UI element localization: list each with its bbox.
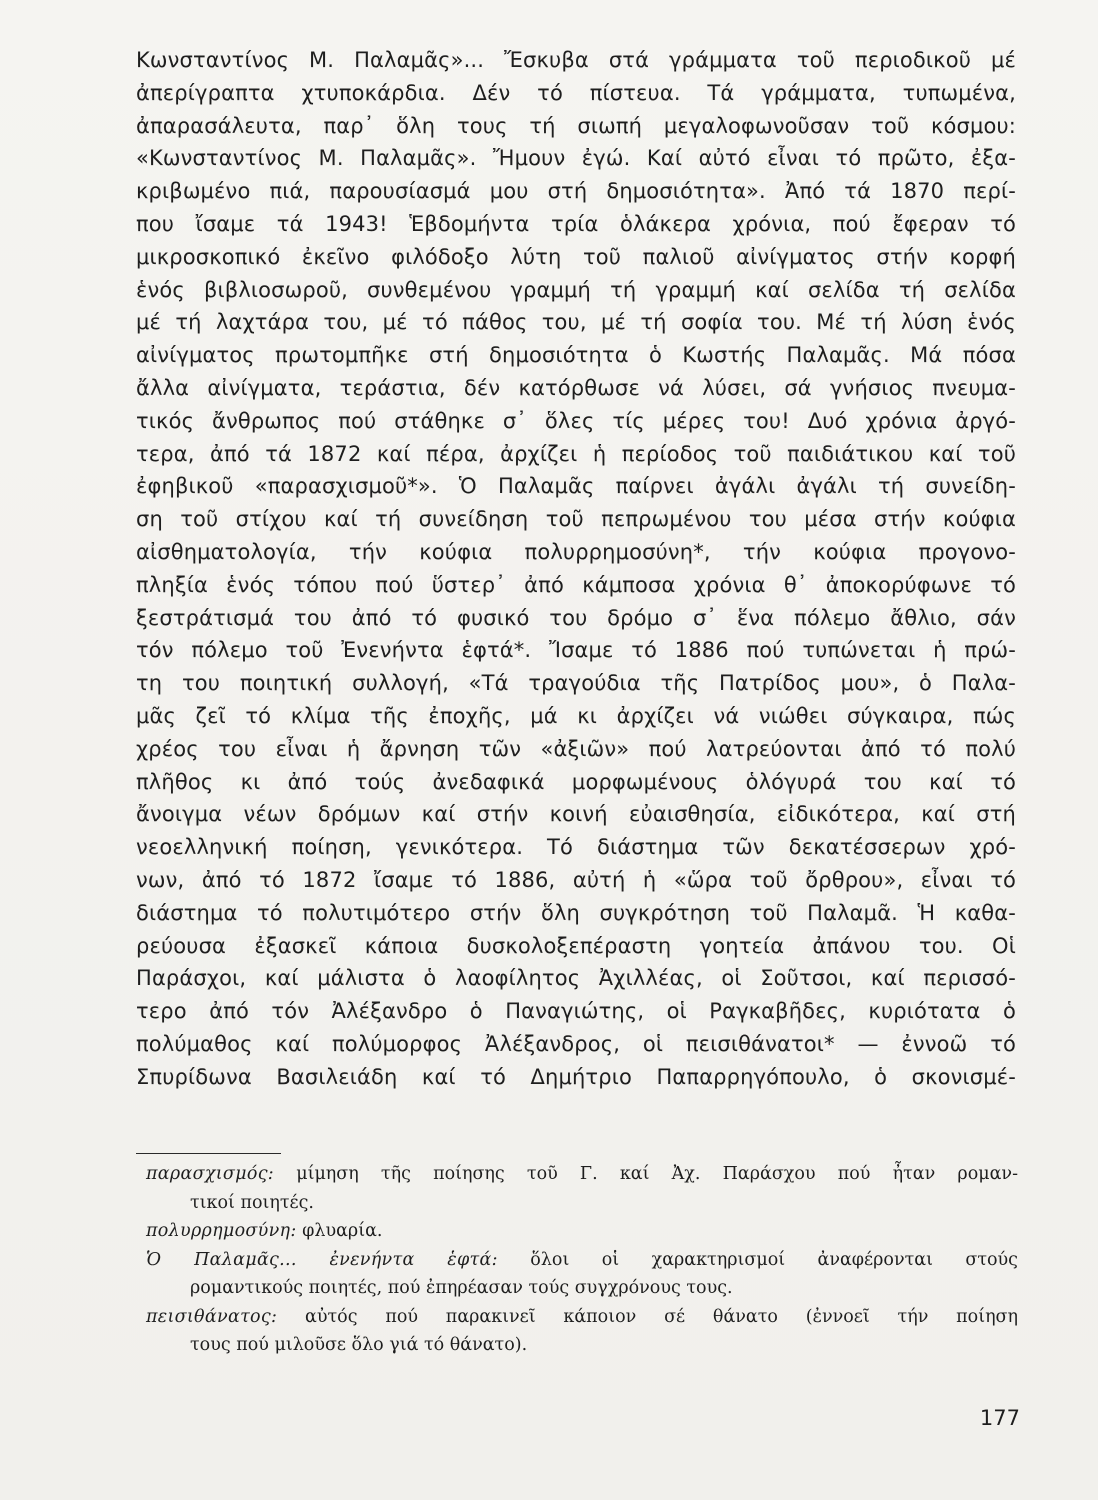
- footnote-continuation: ρομαντικούς ποιητές, πού ἐπηρέασαν τούς συγχρόνους τους.: [190, 1278, 733, 1298]
- footnote-text: μίμηση τῆς ποίησης τοῦ Γ. καί Ἀχ. Παράσχου πού ἦταν ρομαν-: [296, 1164, 1018, 1184]
- footnote-term: παρασχισμός:: [146, 1164, 274, 1184]
- footnote-item: [146, 1217, 1018, 1246]
- text-line: τερο ἀπό τόν Ἀλέξανδρο ὁ Παναγιώτης, οἱ Ραγκαβῆδες, κυριότατα ὁ: [136, 999, 1016, 1024]
- text-line: μικροσκοπικό ἐκεῖνο φιλόδοξο λύτη τοῦ παλιοῦ αἰνίγματος στήν κορφή: [136, 244, 1016, 269]
- text-line: τικός ἄνθρωπος πού στάθηκε σ᾽ ὅλες τίς μέρες του! Δυό χρόνια ἀργό-: [136, 408, 1016, 433]
- footnote-text: αὐτός πού παρακινεῖ κάποιον σέ θάνατο (ἐννοεῖ τήν ποίηση: [305, 1306, 1018, 1327]
- footnote-item: [146, 1246, 1018, 1275]
- text-line: ρεύουσα ἐξασκεῖ κάποια δυσκολοξεπέραστη γοητεία ἀπάνου του. Οἱ: [136, 933, 1016, 958]
- footnote-item: [146, 1303, 1018, 1332]
- text-line: χρέος του εἶναι ἡ ἄρνηση τῶν «ἀξιῶν» πού λατρεύονται ἀπό τό πολύ: [136, 736, 1016, 761]
- text-line: ἐφηβικοῦ «παρασχισμοῦ*». Ὁ Παλαμᾶς παίρνει ἀγάλι ἀγάλι τή συνείδη-: [136, 474, 1016, 499]
- text-line: μᾶς ζεῖ τό κλίμα τῆς ἐποχῆς, μά κι ἀρχίζει νά νιώθει σύγκαιρα, πώς: [136, 703, 1016, 728]
- text-line: που ἴσαμε τά 1943! Ἑβδομήντα τρία ὁλάκερα χρόνια, πού ἔφεραν τό: [136, 211, 1016, 236]
- footnote-item: [146, 1160, 1018, 1189]
- text-line: τόν πόλεμο τοῦ Ἐνενήντα ἑφτά*. Ἴσαμε τό 1886 πού τυπώνεται ἡ πρώ-: [136, 638, 1016, 663]
- text-line: διάστημα τό πολυτιμότερο στήν ὅλη συγκρότηση τοῦ Παλαμᾶ. Ἡ καθα-: [136, 900, 1016, 925]
- text-line: Σπυρίδωνα Βασιλειάδη καί τό Δημήτριο Παπαρρηγόπουλο, ὁ σκονισμέ-: [136, 1064, 1016, 1089]
- text-line: ἑνός βιβλιοσωροῦ, συνθεμένου γραμμή τή γραμμή καί σελίδα τή σελίδα: [136, 277, 1016, 302]
- footnote-text: φλυαρία.: [302, 1221, 383, 1241]
- footnote-term: Ὁ Παλαμᾶς... ἐνενήντα ἑφτά:: [146, 1249, 498, 1270]
- text-line: τη του ποιητική συλλογή, «Τά τραγούδια τῆς Πατρίδος μου», ὁ Παλα-: [136, 671, 1016, 696]
- text-line: πλῆθος κι ἀπό τούς ἀνεδαφικά μορφωμένους ὁλόγυρά του καί τό: [136, 769, 1016, 794]
- text-line: ἀπερίγραπτα χτυποκάρδια. Δέν τό πίστευα. Τά γράμματα, τυπωμένα,: [136, 80, 1016, 105]
- text-line: ἀπαρασάλευτα, παρ᾽ ὅλη τους τή σιωπή μεγαλοφωνοῦσαν τοῦ κόσμου:: [136, 113, 1016, 138]
- text-line: αἰνίγματος πρωτομπῆκε στή δημοσιότητα ὁ Κωστής Παλαμᾶς. Μά πόσα: [136, 343, 1016, 368]
- footnote-text: ὅλοι οἱ χαρακτηρισμοί ἀναφέρονται στούς: [530, 1249, 1018, 1270]
- text-line: νων, ἀπό τό 1872 ἴσαμε τό 1886, αὐτή ἡ «ὥρα τοῦ ὄρθρου», εἶναι τό: [136, 867, 1016, 892]
- footnote-term: πολυρρημοσύνη:: [146, 1221, 297, 1241]
- footnotes: [146, 1160, 1018, 1360]
- text-line: πολύμαθος καί πολύμορφος Ἀλέξανδρος, οἱ πεισιθάνατοι* — ἐννοῶ τό: [136, 1031, 1016, 1056]
- footnote-term: πεισιθάνατος:: [146, 1306, 278, 1327]
- text-line: ἄνοιγμα νέων δρόμων καί στήν κοινή εὐαισθησία, εἰδικότερα, καί στή: [136, 802, 1016, 827]
- text-line: ἄλλα αἰνίγματα, τεράστια, δέν κατόρθωσε νά λύσει, σά γνήσιος πνευμα-: [136, 375, 1016, 400]
- text-line: τερα, ἀπό τά 1872 καί πέρα, ἀρχίζει ἡ περίοδος τοῦ παιδιάτικου καί τοῦ: [136, 441, 1016, 466]
- text-line: κριβωμένο πιά, παρουσίασμά μου στή δημοσιότητα». Ἀπό τά 1870 περί-: [136, 179, 1016, 204]
- text-line: μέ τή λαχτάρα του, μέ τό πάθος του, μέ τή σοφία του. Μέ τή λύση ἑνός: [136, 310, 1016, 335]
- text-line: Κωνσταντίνος Μ. Παλαμᾶς»... Ἔσκυβα στά γράμματα τοῦ περιοδικοῦ μέ: [136, 48, 1016, 72]
- text-line: ξεστράτισμά του ἀπό τό φυσικό του δρόμο σ᾽ ἕνα πόλεμο ἄθλιο, σάν: [136, 605, 1016, 630]
- text-line: Παράσχοι, καί μάλιστα ὁ λαοφίλητος Ἀχιλλέας, οἱ Σοῦτσοι, καί περισσό-: [136, 966, 1016, 991]
- footnote-divider: [136, 1153, 281, 1154]
- footnote-continuation: τικοί ποιητές.: [190, 1192, 314, 1213]
- body-text: [136, 44, 1016, 1094]
- text-line: ση τοῦ στίχου καί τή συνείδηση τοῦ πεπρωμένου του μέσα στήν κούφια: [136, 507, 1016, 532]
- text-line: νεοελληνική ποίηση, γενικότερα. Τό διάστημα τῶν δεκατέσσερων χρό-: [136, 835, 1016, 860]
- text-line: πληξία ἑνός τόπου πού ὕστερ᾽ ἀπό κάμποσα χρόνια θ᾽ ἀποκορύφωνε τό: [136, 572, 1016, 597]
- footnote-continuation: τους πού μιλοῦσε ὅλο γιά τό θάνατο).: [190, 1335, 528, 1355]
- text-line: αἰσθηματολογία, τήν κούφια πολυρρημοσύνη*, τήν κούφια προγονο-: [136, 539, 1016, 564]
- text-line: «Κωνσταντίνος Μ. Παλαμᾶς». Ἤμουν ἐγώ. Καί αὐτό εἶναι τό πρῶτο, ἐξα-: [136, 146, 1016, 171]
- page-number: 177: [979, 1406, 1020, 1430]
